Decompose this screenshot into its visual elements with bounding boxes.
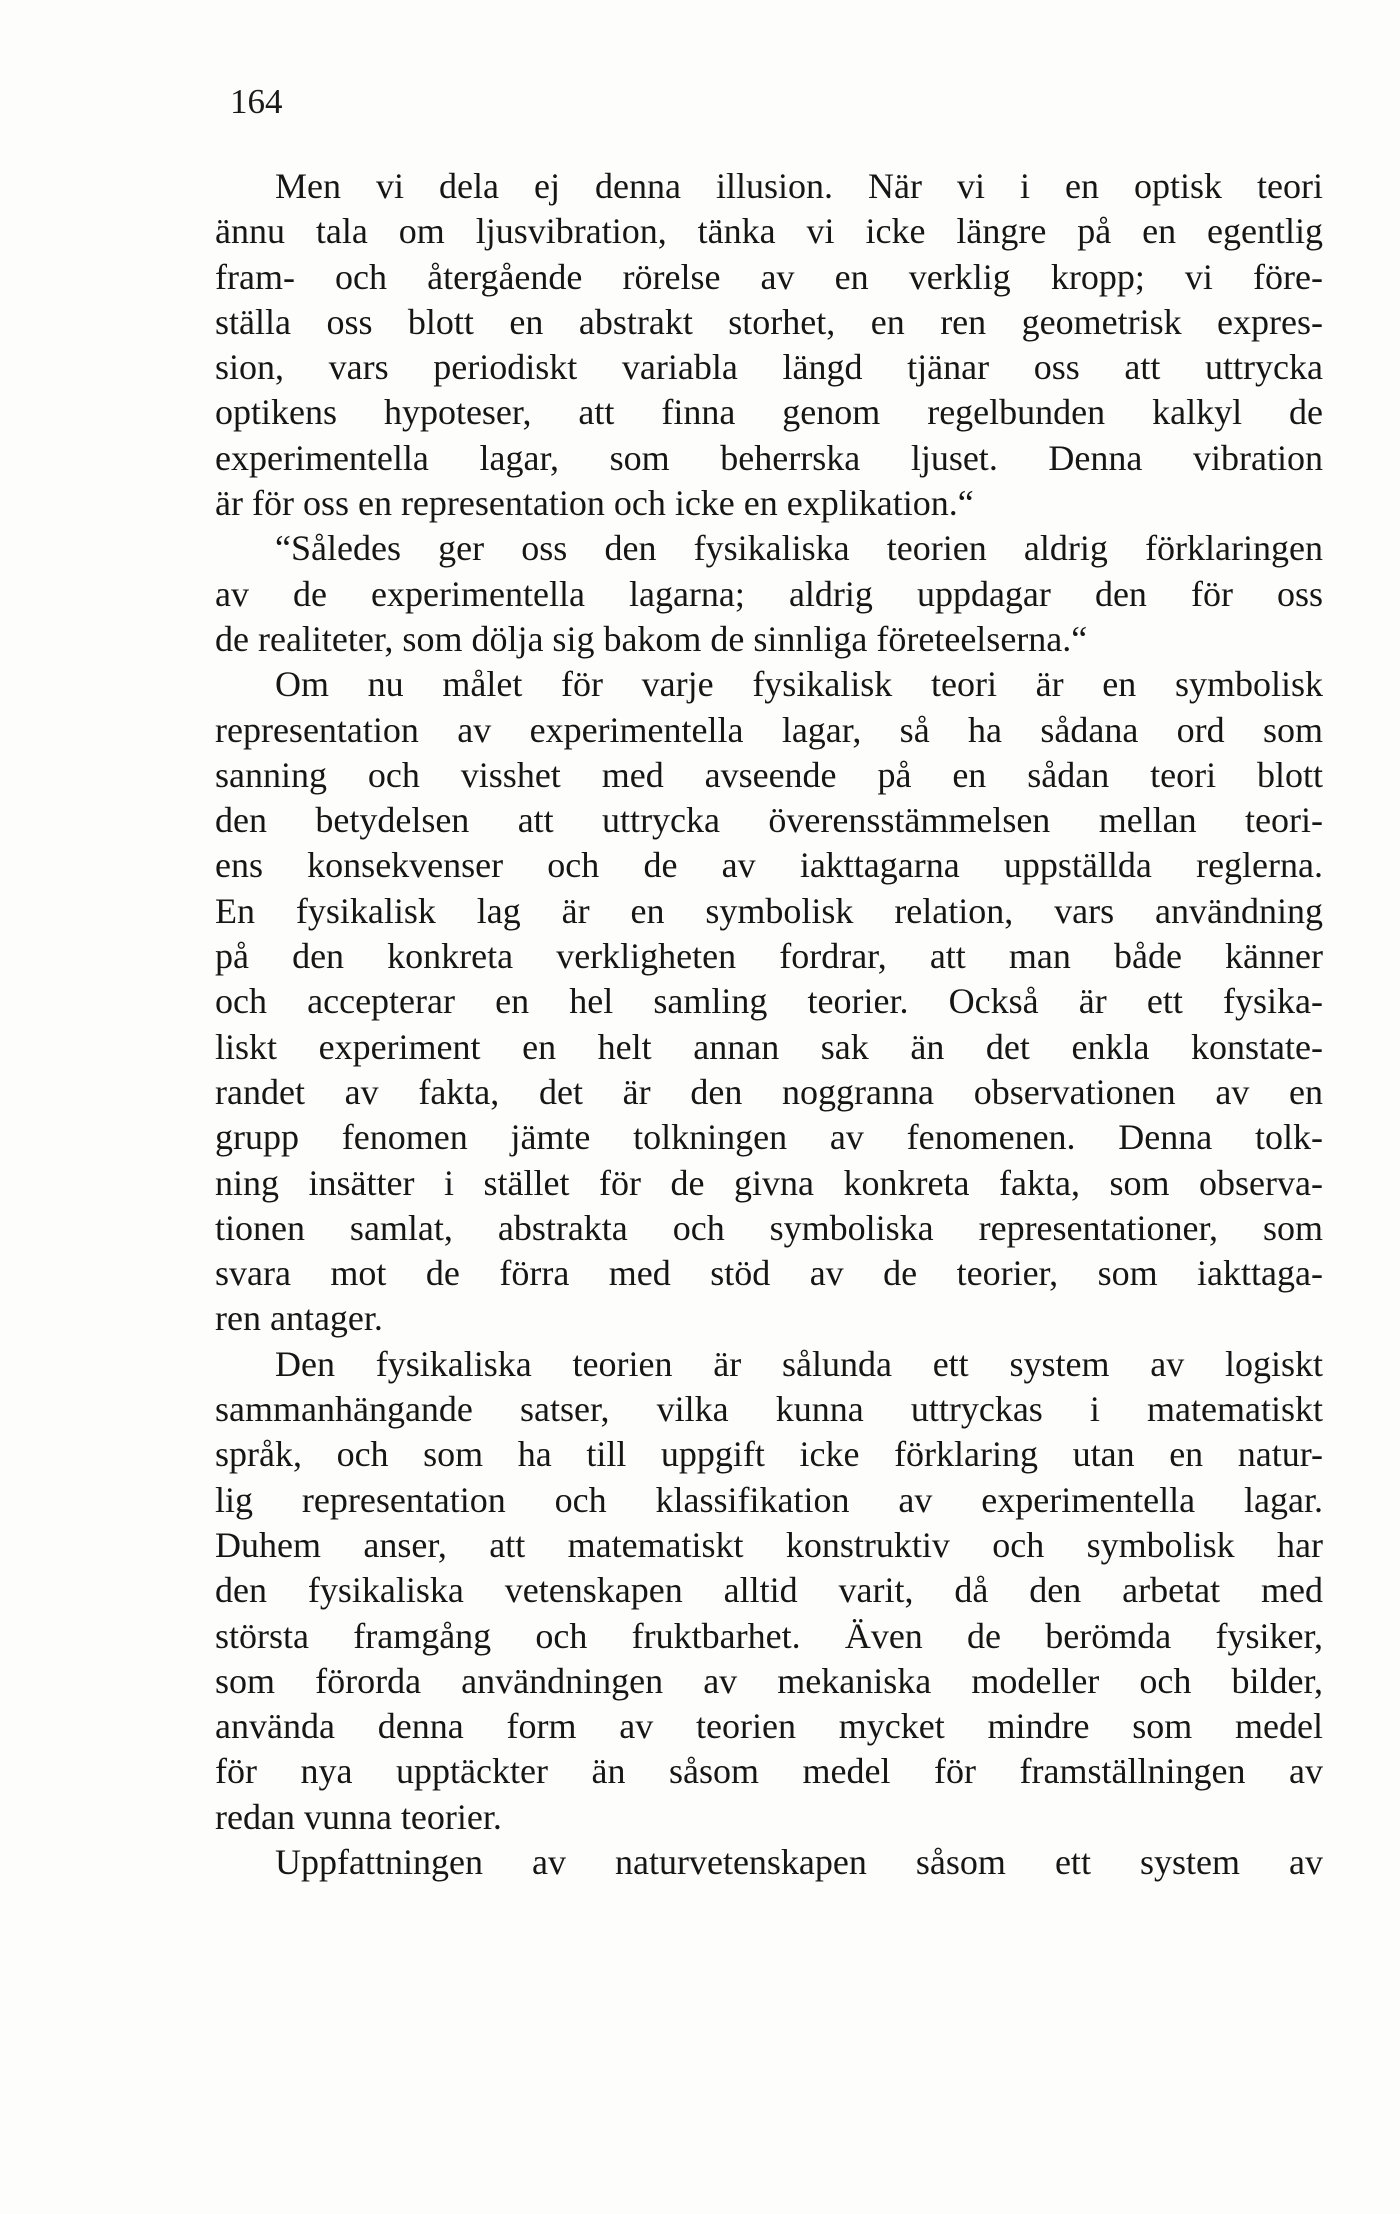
text-line: ens konsekvenser och de av iakttagarna uppställda reglerna.	[215, 845, 1323, 886]
text-line: representation av experimentella lagar, så ha sådana ord som	[215, 709, 1323, 750]
text-line: den betydelsen att uttrycka överensstämmelsen mellan teori-	[215, 800, 1323, 841]
text-line: som förorda användningen av mekaniska modeller och bilder,	[215, 1660, 1323, 1701]
text-line: är för oss en representation och icke en explikation.“	[215, 483, 974, 524]
text-line: svara mot de förra med stöd av de teorier, som iakttaga-	[215, 1253, 1323, 1294]
text-line: den fysikaliska vetenskapen alltid varit, då den arbetat med	[215, 1570, 1323, 1611]
text-line: ning insätter i stället för de givna konkreta fakta, som observa-	[215, 1162, 1323, 1203]
text-line: på den konkreta verkligheten fordrar, att man både känner	[215, 936, 1323, 977]
text-line: använda denna form av teorien mycket mindre som medel	[215, 1706, 1323, 1747]
text-line: ren antager.	[215, 1298, 383, 1339]
text-line: randet av fakta, det är den noggranna observationen av en	[215, 1071, 1323, 1112]
text-line: Men vi dela ej denna illusion. När vi i en optisk teori	[275, 166, 1323, 206]
text-line: sammanhängande satser, vilka kunna uttryckas i matematiskt	[215, 1389, 1323, 1430]
text-line: sion, vars periodiskt variabla längd tjänar oss att uttrycka	[215, 347, 1323, 388]
text-line: liskt experiment en helt annan sak än det enkla konstate-	[215, 1026, 1323, 1067]
text-line: för nya upptäckter än såsom medel för framställningen av	[215, 1751, 1323, 1792]
text-line: redan vunna teorier.	[215, 1796, 502, 1837]
text-line: “Således ger oss den fysikaliska teorien aldrig förklaringen	[275, 528, 1323, 569]
text-line: lig representation och klassifikation av experimentella lagar.	[215, 1479, 1323, 1520]
text-line: optikens hypoteser, att finna genom regelbunden kalkyl de	[215, 392, 1323, 433]
text-line: ställa oss blott en abstrakt storhet, en ren geometrisk expres-	[215, 301, 1323, 342]
text-line: sanning och visshet med avseende på en sådan teori blott	[215, 754, 1323, 795]
text-line: En fysikalisk lag är en symbolisk relation, vars användning	[215, 890, 1323, 931]
text-line: största framgång och fruktbarhet. Även de berömda fysiker,	[215, 1615, 1323, 1656]
text-line: och accepterar en hel samling teorier. Också är ett fysika-	[215, 981, 1323, 1022]
text-line: fram- och återgående rörelse av en verklig kropp; vi före-	[215, 256, 1323, 297]
text-line: Den fysikaliska teorien är sålunda ett system av logiskt	[275, 1343, 1323, 1384]
text-line: Duhem anser, att matematiskt konstruktiv och symbolisk har	[215, 1524, 1323, 1565]
text-line: av de experimentella lagarna; aldrig uppdagar den för oss	[215, 573, 1323, 614]
text-line: grupp fenomen jämte tolkningen av fenomenen. Denna tolk-	[215, 1117, 1323, 1158]
text-line: ännu tala om ljusvibration, tänka vi icke längre på en egentlig	[215, 211, 1323, 252]
text-line: tionen samlat, abstrakta och symboliska representationer, som	[215, 1207, 1323, 1248]
text-line: Uppfattningen av naturvetenskapen såsom ett system av	[275, 1841, 1323, 1882]
text-line: språk, och som ha till uppgift icke förklaring utan en natur-	[215, 1434, 1323, 1475]
page-number: 164	[230, 82, 283, 121]
text-line: de realiteter, som dölja sig bakom de sinnliga företeelserna.“	[215, 618, 1088, 659]
text-line: experimentella lagar, som beherrska ljuset. Denna vibration	[215, 437, 1323, 478]
text-line: Om nu målet för varje fysikalisk teori är en symbolisk	[275, 664, 1323, 705]
body-text	[215, 164, 1323, 1885]
